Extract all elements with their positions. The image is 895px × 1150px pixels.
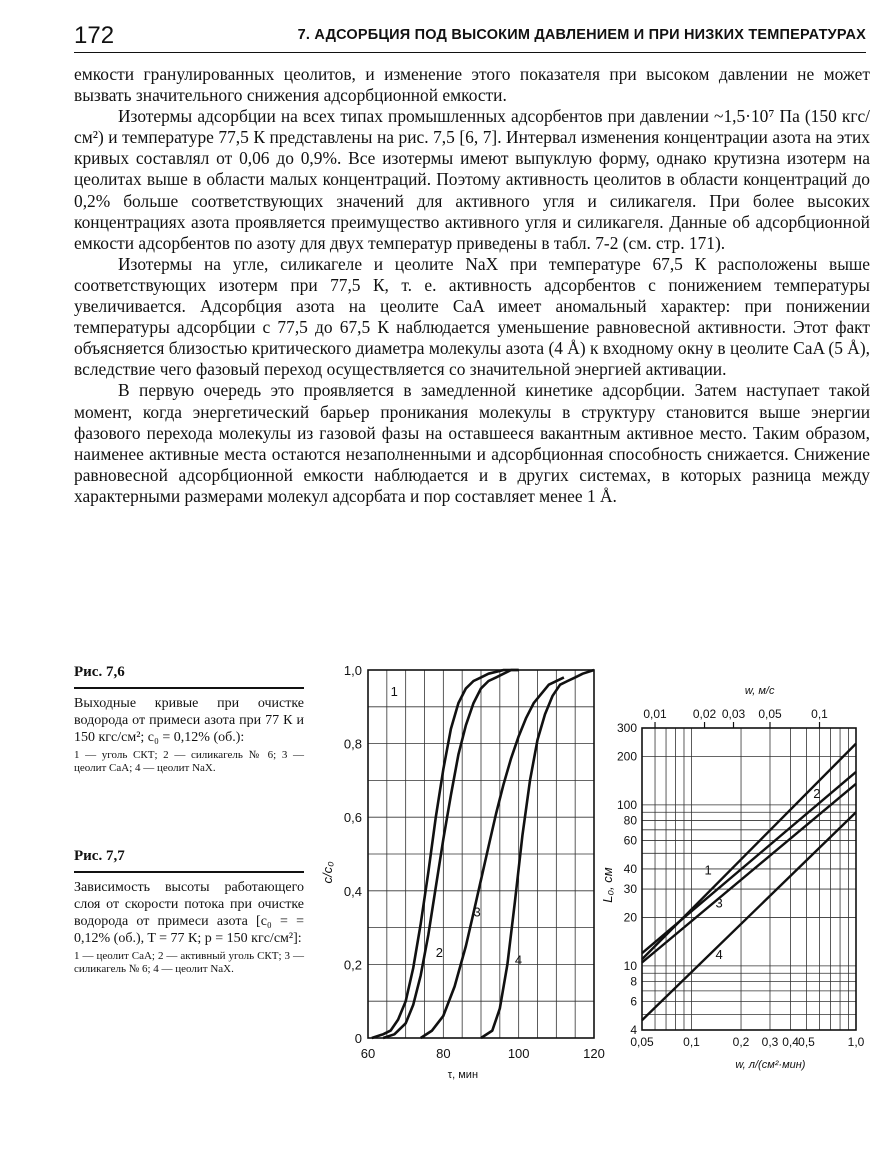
page-number: 172: [74, 22, 115, 49]
y-tick-label: 4: [630, 1023, 637, 1037]
y-tick-label: 200: [616, 749, 637, 764]
x-tick-label: 0,5: [798, 1035, 815, 1049]
figure-legend: 1 — уголь СКТ; 2 — силикагель № 6; 3 — цеолит CaA; 4 — цеолит NaX.: [74, 749, 304, 774]
x-axis-label: τ, мин: [447, 1069, 479, 1081]
series-line-3: [642, 784, 856, 963]
series-label-1: 1: [704, 862, 712, 878]
y-tick-label: 40: [623, 861, 637, 876]
series-label-3: 3: [473, 904, 481, 920]
breakthrough-curves-chart: [310, 650, 610, 1090]
y-tick-label: 0: [354, 1031, 362, 1046]
y-tick-label: 10: [623, 958, 637, 973]
y-tick-label: 0,6: [343, 810, 362, 826]
figure-7-6-caption: [74, 664, 304, 775]
series-line-2: [642, 744, 856, 963]
plot-frame: [642, 728, 856, 1030]
figure-title: Рис. 7,7: [74, 848, 304, 873]
paragraph: Изотермы адсорбции на всех типах промышленных адсорбентов при давлении ~1,5·10⁷ Па (150 кгс/см²) и температуре 77,5 К представлены на рис. 7,5 [6, 7]. Интервал изменения концентрации азота на этих кривых составлял от 0,06 до 0,9%. Все изотермы имеют выпуклую форму, однако крутизна изотерм на цеолитах выше в области малых концентраций. Поэтому активность цеолитов в области концентраций до 0,2% больше соответствующих значений для активного угля и силикагеля. При более высоких концентрациях азота проявляется преимущество активного угля и силикагеля. Данные об адсорбционной емкости адсорбентов по азоту для двух температур приведены в табл. 7-2 (см. стр. 171).: [74, 106, 870, 253]
x-tick-label: 0,1: [683, 1035, 700, 1049]
y-tick-label: 80: [623, 813, 637, 828]
y-tick-label: 0,2: [343, 957, 362, 973]
series-label-2: 2: [813, 786, 821, 802]
x-tick-label: 80: [436, 1046, 451, 1061]
y-tick-label: 8: [630, 974, 637, 989]
paragraph: емкости гранулированных цеолитов, и изменение этого показателя при высоком давлении не может вызвать значительного снижения адсорбционной емкости.: [74, 64, 870, 106]
working-layer-height-chart: [588, 672, 878, 1090]
series-label-1: 1: [390, 683, 398, 699]
top-tick-label: 0,05: [758, 707, 782, 721]
x-tick-label: 0,3: [761, 1035, 779, 1049]
top-tick-label: 0,03: [721, 707, 746, 721]
page-header: [74, 22, 866, 53]
figure-legend: 1 — цеолит CaA; 2 — активный уголь СКТ; 3 — силикагель № 6; 4 — цеолит NaX.: [74, 950, 304, 975]
running-title: 7. АДСОРБЦИЯ ПОД ВЫСОКИМ ДАВЛЕНИЕМ И ПРИ НИЗКИХ ТЕМПЕРАТУРАХ: [297, 27, 866, 43]
x-tick-label: 1,0: [847, 1035, 865, 1049]
y-axis-label: c/c₀: [320, 861, 335, 884]
top-tick-label: 0,1: [811, 707, 828, 721]
y-tick-label: 0,8: [343, 736, 362, 752]
y-tick-label: 6: [630, 994, 637, 1009]
series-line-3: [421, 677, 564, 1038]
x-tick-label: 60: [360, 1046, 376, 1061]
x-tick-label: 100: [507, 1046, 530, 1061]
series-label-3: 3: [715, 895, 723, 911]
top-tick-label: 0,02: [692, 707, 717, 721]
y-tick-label: 20: [623, 910, 637, 925]
figure-title: Рис. 7,6: [74, 664, 304, 689]
y-tick-label: 300: [616, 721, 637, 735]
paragraph: Изотермы на угле, силикагеле и цеолите NaX при температуре 67,5 К расположены выше соответствующих изотерм при 77,5 К, т. е. активность адсорбентов с понижением температуры увеличивается. Адсорбция азота на цеолите CaA имеет аномальный характер: при понижении температуры адсорбции с 77,5 до 67,5 К наблюдается уменьшение равновесной активности. Этот факт объясняется близостью критического диаметра молекулы азота (4 Å) к входному окну в цеолите CaA (5 Å), вследствие чего фазовый переход осуществляется со значительной энергией активации.: [74, 253, 870, 380]
series-label-4: 4: [514, 952, 523, 968]
figure-caption: Выходные кривые при очистке водорода от примеси азота при 77 К и 150 кгс/см²; c₀ = 0,12% (об.):: [74, 696, 304, 745]
y-tick-label: 1,0: [343, 663, 362, 678]
figure-7-7-caption: [74, 848, 304, 976]
y-tick-label: 0,4: [343, 883, 362, 899]
x-tick-label: 0,4: [782, 1035, 799, 1049]
y-axis-label: L₀, см: [600, 867, 615, 903]
x-axis-label: w, л/(см²·мин): [735, 1059, 806, 1071]
series-label-4: 4: [715, 947, 723, 963]
y-tick-label: 30: [623, 882, 637, 897]
series-label-2: 2: [435, 945, 444, 961]
top-tick-label: 0,01: [643, 707, 667, 721]
top-axis-label: w, м/с: [744, 685, 775, 697]
y-tick-label: 100: [616, 797, 637, 812]
body-text: [74, 64, 870, 507]
series-line-4: [642, 812, 856, 1020]
y-tick-label: 60: [623, 833, 637, 848]
x-tick-label: 120: [583, 1046, 605, 1061]
x-tick-label: 0,2: [732, 1035, 750, 1049]
x-tick-label: 0,05: [630, 1035, 654, 1049]
paragraph: В первую очередь это проявляется в замедленной кинетике адсорбции. Затем наступает такой момент, когда энергетический барьер проникания молекулы в структуру становится выше энергии фазового перехода молекулы из газовой фазы на оставшееся вакантным активное место. Таким образом, наименее активные места остаются незаполненными и адсорбционная способность снижается. Снижение равновесной адсорбционной емкости наблюдается и в других системах, в которых разница между характерными размерами молекул адсорбата и пор составляет менее 1 Å.: [74, 380, 870, 506]
figure-caption: Зависимость высоты работающего слоя от скорости потока при очистке водорода от примеси азота [c₀ = = 0,12% (об.), T = 77 К; p = 150 кгс/см²]:: [74, 880, 304, 946]
